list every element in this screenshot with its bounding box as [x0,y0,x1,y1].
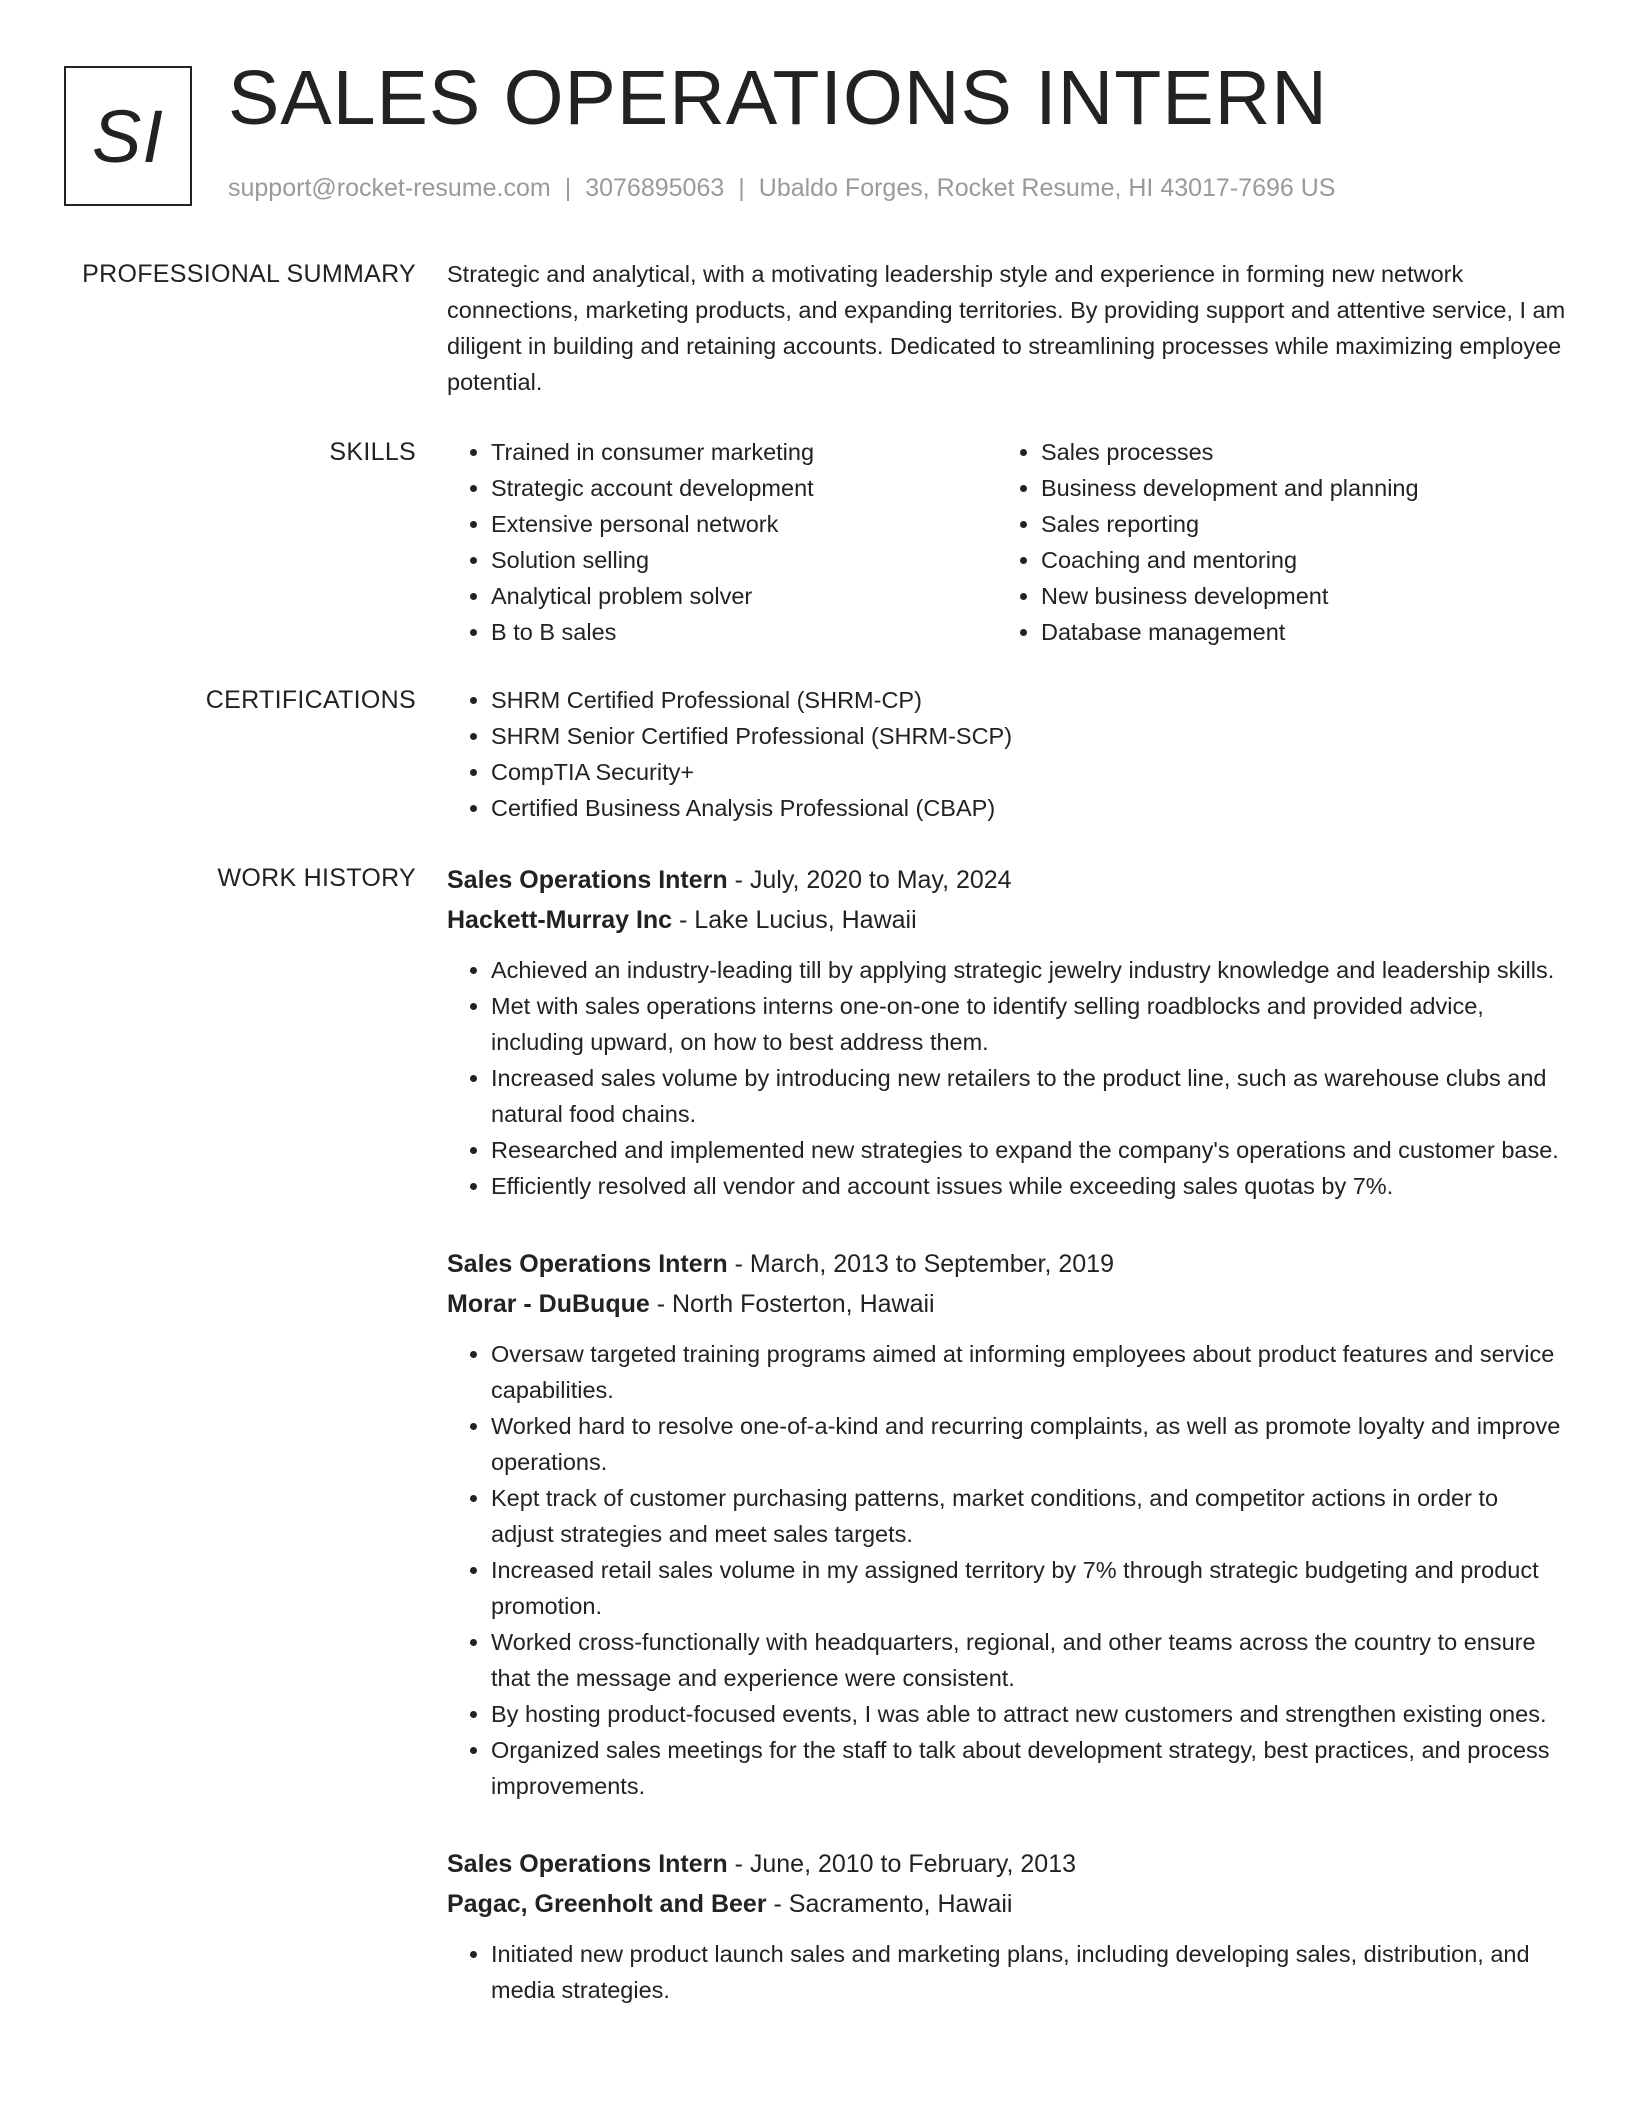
job-company-line [447,1884,1567,1924]
certification-item: • SHRM Senior Certified Professional (SHRM-SCP) [491,718,1567,754]
skill-item: • Extensive personal network [491,506,987,542]
summary-text: Strategic and analytical, with a motivating leadership style and experience in forming new network connections, marketing products, and expanding territories. By providing support and attentive service, I am diligent in building and retaining accounts. Dedicated to streamlining processes while maximizing employee potential. [447,261,1566,395]
contact-separator: | [564,174,572,202]
skill-item: • Business development and planning [1041,470,1537,506]
certification-item: • CompTIA Security+ [491,754,1567,790]
skills-column-left [447,434,987,650]
contact-email[interactable]: support@rocket-resume.com [228,174,551,202]
job-company-line [447,1284,1567,1324]
work-history-heading: WORK HISTORY [217,864,416,892]
job-bullet: • Researched and implemented new strategies to expand the company's operations and customer base. [491,1132,1567,1168]
skill-item: • Database management [1041,614,1537,650]
skill-item: • Sales reporting [1041,506,1537,542]
skill-item: • Coaching and mentoring [1041,542,1537,578]
job-entry [447,1244,1567,1804]
job-title: Sales Operations Intern [447,1850,728,1878]
skills-list-left [447,434,987,650]
job-bullet: • Kept track of customer purchasing patterns, market conditions, and competitor actions in order to adjust strategies and meet sales targets. [491,1480,1567,1552]
job-bullet: • Initiated new product launch sales and marketing plans, including developing sales, distribution, and media strategies. [491,1936,1567,2008]
job-title-line [447,1244,1567,1284]
contact-phone[interactable]: 3076895063 [585,174,725,202]
skill-item: • Trained in consumer marketing [491,434,987,470]
skill-item: • Analytical problem solver [491,578,987,614]
certifications-list [447,682,1567,826]
job-bullet: • Worked hard to resolve one-of-a-kind and recurring complaints, as well as promote loyalty and improve operations. [491,1408,1567,1480]
skills-column-right [997,434,1537,650]
monogram-box [64,66,192,206]
summary-heading: PROFESSIONAL SUMMARY [82,260,416,288]
job-entry [447,860,1567,1204]
job-company: Hackett-Murray Inc [447,906,673,934]
skill-item: • B to B sales [491,614,987,650]
job-dates: - March, 2013 to September, 2019 [727,1250,1114,1278]
skill-item: • New business development [1041,578,1537,614]
skill-item: • Strategic account development [491,470,987,506]
job-bullets [447,1936,1567,2008]
monogram-initials: SI [92,94,164,178]
job-bullet: • Increased retail sales volume in my assigned territory by 7% through strategic budgeting and product promotion. [491,1552,1567,1624]
certification-item: • Certified Business Analysis Professional (CBAP) [491,790,1567,826]
job-company: Morar - DuBuque [447,1290,650,1318]
job-bullet: • Met with sales operations interns one-on-one to identify selling roadblocks and provided advice, including upward, on how to best address them. [491,988,1567,1060]
skill-item: • Solution selling [491,542,987,578]
job-bullets [447,952,1567,1204]
certifications-body [447,682,1567,826]
job-bullet: • By hosting product-focused events, I was able to attract new customers and strengthen existing ones. [491,1696,1567,1732]
job-location: - Lake Lucius, Hawaii [672,906,917,934]
job-bullet: • Achieved an industry-leading till by applying strategic jewelry industry knowledge and leadership skills. [491,952,1567,988]
job-title-line [447,860,1567,900]
job-company-line [447,900,1567,940]
job-location: - Sacramento, Hawaii [766,1890,1013,1918]
work-history-body [447,860,1567,2048]
certification-item: • SHRM Certified Professional (SHRM-CP) [491,682,1567,718]
skills-heading: SKILLS [329,438,416,466]
job-entry [447,1844,1567,2008]
job-title: Sales Operations Intern [447,866,728,894]
job-location: - North Fosterton, Hawaii [649,1290,935,1318]
job-company: Pagac, Greenholt and Beer [447,1890,767,1918]
contact-line [228,174,1335,203]
job-dates: - July, 2020 to May, 2024 [727,866,1012,894]
summary-body [447,256,1567,400]
job-bullet: • Efficiently resolved all vendor and account issues while exceeding sales quotas by 7%. [491,1168,1567,1204]
contact-separator: | [738,174,745,202]
job-bullet: • Organized sales meetings for the staff to talk about development strategy, best practices, and process improvements. [491,1732,1567,1804]
skill-item: • Sales processes [1041,434,1537,470]
resume-title: SALES OPERATIONS INTERN [228,55,1328,141]
job-title-line [447,1844,1567,1884]
job-title: Sales Operations Intern [447,1250,728,1278]
job-bullets [447,1336,1567,1804]
skills-list-right [997,434,1537,650]
job-bullet: • Worked cross-functionally with headquarters, regional, and other teams across the country to ensure that the message and experience were consistent. [491,1624,1567,1696]
contact-address: Ubaldo Forges, Rocket Resume, HI 43017-7696 US [758,174,1336,202]
job-bullet: • Oversaw targeted training programs aimed at informing employees about product features and service capabilities. [491,1336,1567,1408]
job-bullet: • Increased sales volume by introducing new retailers to the product line, such as warehouse clubs and natural food chains. [491,1060,1567,1132]
certifications-heading: CERTIFICATIONS [205,686,416,714]
job-dates: - June, 2010 to February, 2013 [727,1850,1077,1878]
